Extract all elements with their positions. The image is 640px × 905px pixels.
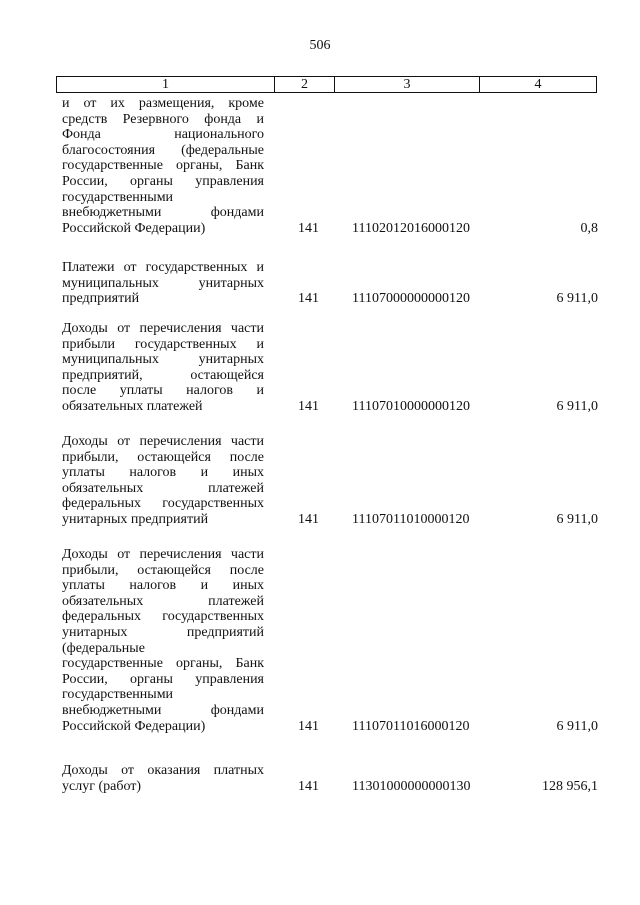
description-line: федеральных государственных: [62, 609, 264, 625]
row-kbk-code: 11301000000000130: [352, 778, 471, 794]
row-code: 141: [298, 718, 319, 734]
row-kbk-code: 11102012016000120: [352, 220, 470, 236]
description-line: Доходы от оказания платных: [62, 763, 264, 778]
description-line: прибыли, остающейся после: [62, 449, 264, 465]
description-line: внебюджетными фондами: [62, 205, 264, 221]
row-description: [62, 96, 264, 236]
page-number: 506: [309, 38, 331, 53]
description-line: уплаты налогов и иных: [62, 578, 264, 594]
row-description: [62, 547, 264, 734]
description-line: внебюджетными фондами: [62, 702, 264, 718]
table-header: [56, 76, 597, 93]
row-code: 141: [298, 220, 319, 236]
row-kbk-code: 11107000000000120: [352, 291, 470, 307]
description-line: обязательных платежей: [62, 593, 264, 609]
description-line: Доходы от перечисления части: [62, 547, 264, 562]
description-line: прибыли государственных и: [62, 336, 264, 352]
description-line: после уплаты налогов и: [62, 383, 264, 399]
description-line: и от их размещения, кроме: [62, 96, 264, 111]
row-code: 141: [298, 778, 319, 794]
description-line: России, органы управления: [62, 173, 264, 189]
header-col-2: 2: [275, 77, 335, 92]
row-amount: 128 956,1: [542, 778, 598, 794]
row-description: [62, 321, 264, 415]
row-kbk-code: 11107011010000120: [352, 512, 470, 527]
description-line: (федеральные: [62, 640, 145, 656]
description-line: обязательных платежей: [62, 398, 203, 414]
row-kbk-code: 11107011016000120: [352, 718, 470, 734]
row-description: [62, 434, 264, 528]
description-line: обязательных платежей: [62, 480, 264, 496]
row-kbk-code: 11107010000000120: [352, 399, 470, 414]
row-description: [62, 763, 264, 794]
description-line: Платежи от государственных и: [62, 260, 264, 275]
description-line: Доходы от перечисления части: [62, 321, 264, 336]
description-line: унитарных предприятий: [62, 511, 209, 527]
description-line: муниципальных унитарных: [62, 275, 264, 291]
description-line: государственные органы, Банк: [62, 158, 264, 174]
row-description: [62, 260, 264, 307]
description-line: предприятий: [62, 291, 140, 307]
row-amount: 6 911,0: [556, 399, 598, 414]
description-line: предприятий, остающейся: [62, 367, 264, 383]
description-line: уплаты налогов и иных: [62, 465, 264, 481]
row-code: 141: [298, 399, 319, 414]
row-amount: 6 911,0: [556, 291, 598, 307]
header-col-1: 1: [57, 77, 275, 92]
header-col-3: 3: [335, 77, 480, 92]
row-amount: 6 911,0: [556, 718, 598, 734]
description-line: Российской Федерации): [62, 718, 206, 734]
description-line: государственные органы, Банк: [62, 656, 264, 672]
description-line: государственными: [62, 687, 174, 703]
description-line: муниципальных унитарных: [62, 352, 264, 368]
row-amount: 6 911,0: [556, 512, 598, 527]
description-line: средств Резервного фонда и: [62, 111, 264, 127]
description-line: Российской Федерации): [62, 220, 206, 236]
description-line: Фонда национального: [62, 127, 264, 143]
description-line: Доходы от перечисления части: [62, 434, 264, 449]
row-code: 141: [298, 512, 319, 527]
header-col-4: 4: [534, 76, 542, 92]
description-line: федеральных государственных: [62, 496, 264, 512]
description-line: прибыли, остающейся после: [62, 562, 264, 578]
row-amount: 0,8: [580, 220, 598, 236]
description-line: унитарных предприятий: [62, 624, 264, 640]
description-line: России, органы управления: [62, 671, 264, 687]
description-line: услуг (работ): [62, 778, 142, 794]
description-line: государственными: [62, 189, 174, 205]
description-line: благосостояния (федеральные: [62, 142, 264, 158]
row-code: 141: [298, 291, 319, 307]
